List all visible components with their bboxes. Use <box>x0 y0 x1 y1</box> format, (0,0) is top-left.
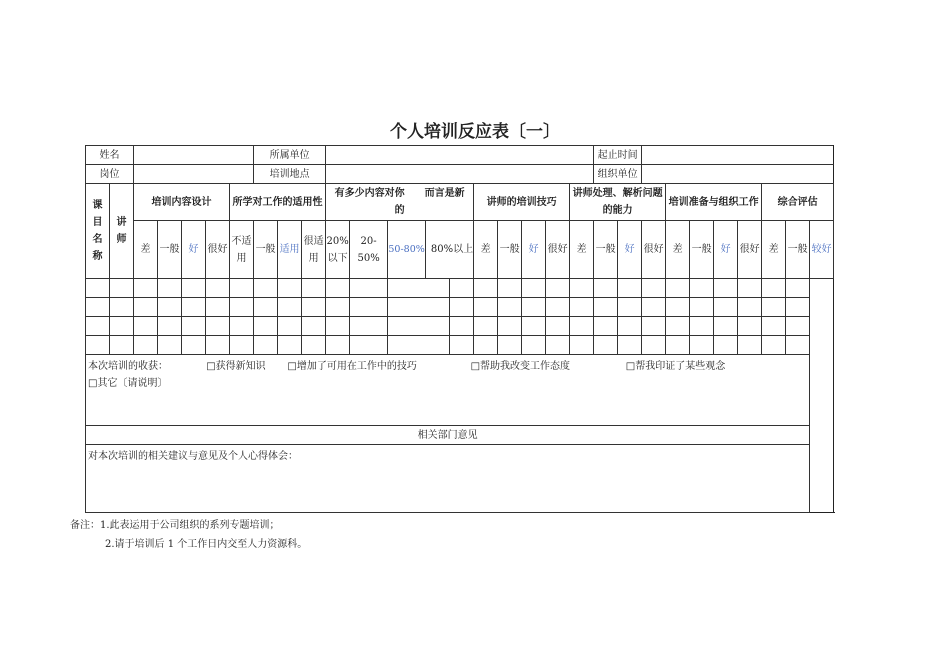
group-header-applicability: 所学对工作的适用性 <box>230 184 326 221</box>
period-field[interactable] <box>642 146 834 165</box>
table-row[interactable] <box>86 279 834 298</box>
group-header-content-design: 培训内容设计 <box>134 184 230 221</box>
option-cell: 好 <box>714 221 738 279</box>
option-cell: 很适用 <box>302 221 326 279</box>
gain-option-confirm-ideas[interactable]: □帮我印证了某些观念 <box>625 361 726 372</box>
option-cell: 很好 <box>546 221 570 279</box>
gain-option-new-knowledge[interactable]: □获得新知识 <box>206 361 266 372</box>
option-cell: 一般 <box>786 221 810 279</box>
name-label: 姓名 <box>86 146 134 165</box>
suggestion-cell[interactable]: 对本次培训的相关建议与意见及个人心得体会： <box>86 445 810 513</box>
note-line-2: 2.请于培训后 1 个工作日内交至人力资源科。 <box>105 539 308 550</box>
table-row[interactable] <box>86 298 834 317</box>
group-header-new-content: 有多少内容对你 而言是新的 <box>326 184 474 221</box>
option-cell: 一般 <box>254 221 278 279</box>
table-row[interactable] <box>86 317 834 336</box>
page-title: 个人培训反应表〔一〕 <box>390 122 560 142</box>
dept-label: 所属单位 <box>254 146 326 165</box>
period-label: 起止时间 <box>594 146 642 165</box>
group-header-overall: 综合评估 <box>762 184 834 221</box>
post-field[interactable] <box>134 165 254 184</box>
option-cell: 一般 <box>158 221 182 279</box>
option-cell: 一般 <box>594 221 618 279</box>
option-cell: 适用 <box>278 221 302 279</box>
option-cell: 较好 <box>810 221 834 279</box>
gains-cell <box>86 355 810 426</box>
option-cell: 差 <box>570 221 594 279</box>
dept-opinion-header: 相关部门意见 <box>86 426 810 445</box>
table-row[interactable] <box>86 336 834 355</box>
org-label: 组织单位 <box>594 165 642 184</box>
gain-option-attitude[interactable]: □帮助我改变工作态度 <box>470 361 571 372</box>
gain-option-skills[interactable]: □增加了可用在工作中的技巧 <box>287 361 417 372</box>
option-cell: 很好 <box>206 221 230 279</box>
name-field[interactable] <box>134 146 254 165</box>
option-cell: 不适用 <box>230 221 254 279</box>
option-cell: 好 <box>618 221 642 279</box>
dept-field[interactable] <box>326 146 594 165</box>
option-cell: 一般 <box>498 221 522 279</box>
option-cell: 80%以上 <box>426 221 474 279</box>
group-header-lecturer-skill: 讲师的培训技巧 <box>474 184 570 221</box>
course-name-header: 课 目 名 称 <box>86 184 110 279</box>
lecturer-header: 讲 师 <box>110 184 134 279</box>
note-line-1: 备注：1.此表运用于公司组织的系列专题培训； <box>70 520 280 531</box>
org-field[interactable] <box>642 165 834 184</box>
option-cell: 好 <box>182 221 206 279</box>
option-cell: 20-50% <box>350 221 388 279</box>
option-cell: 50-80% <box>388 221 426 279</box>
gain-option-other[interactable]: □其它〔请说明〕 <box>88 378 168 389</box>
option-cell: 差 <box>666 221 690 279</box>
post-label: 岗位 <box>86 165 134 184</box>
option-cell: 差 <box>474 221 498 279</box>
location-label: 培训地点 <box>254 165 326 184</box>
group-header-preparation: 培训准备与组织工作 <box>666 184 762 221</box>
option-cell: 好 <box>522 221 546 279</box>
option-cell: 20%以下 <box>326 221 350 279</box>
training-feedback-table <box>85 145 834 513</box>
group-header-problem-solving: 讲师处理、解析问题的能力 <box>570 184 666 221</box>
location-field[interactable] <box>326 165 594 184</box>
option-cell: 很好 <box>642 221 666 279</box>
gains-label: 本次培训的收获： <box>88 361 168 372</box>
option-cell: 一般 <box>690 221 714 279</box>
option-cell: 差 <box>762 221 786 279</box>
option-cell: 差 <box>134 221 158 279</box>
option-cell: 很好 <box>738 221 762 279</box>
notes <box>70 516 307 554</box>
